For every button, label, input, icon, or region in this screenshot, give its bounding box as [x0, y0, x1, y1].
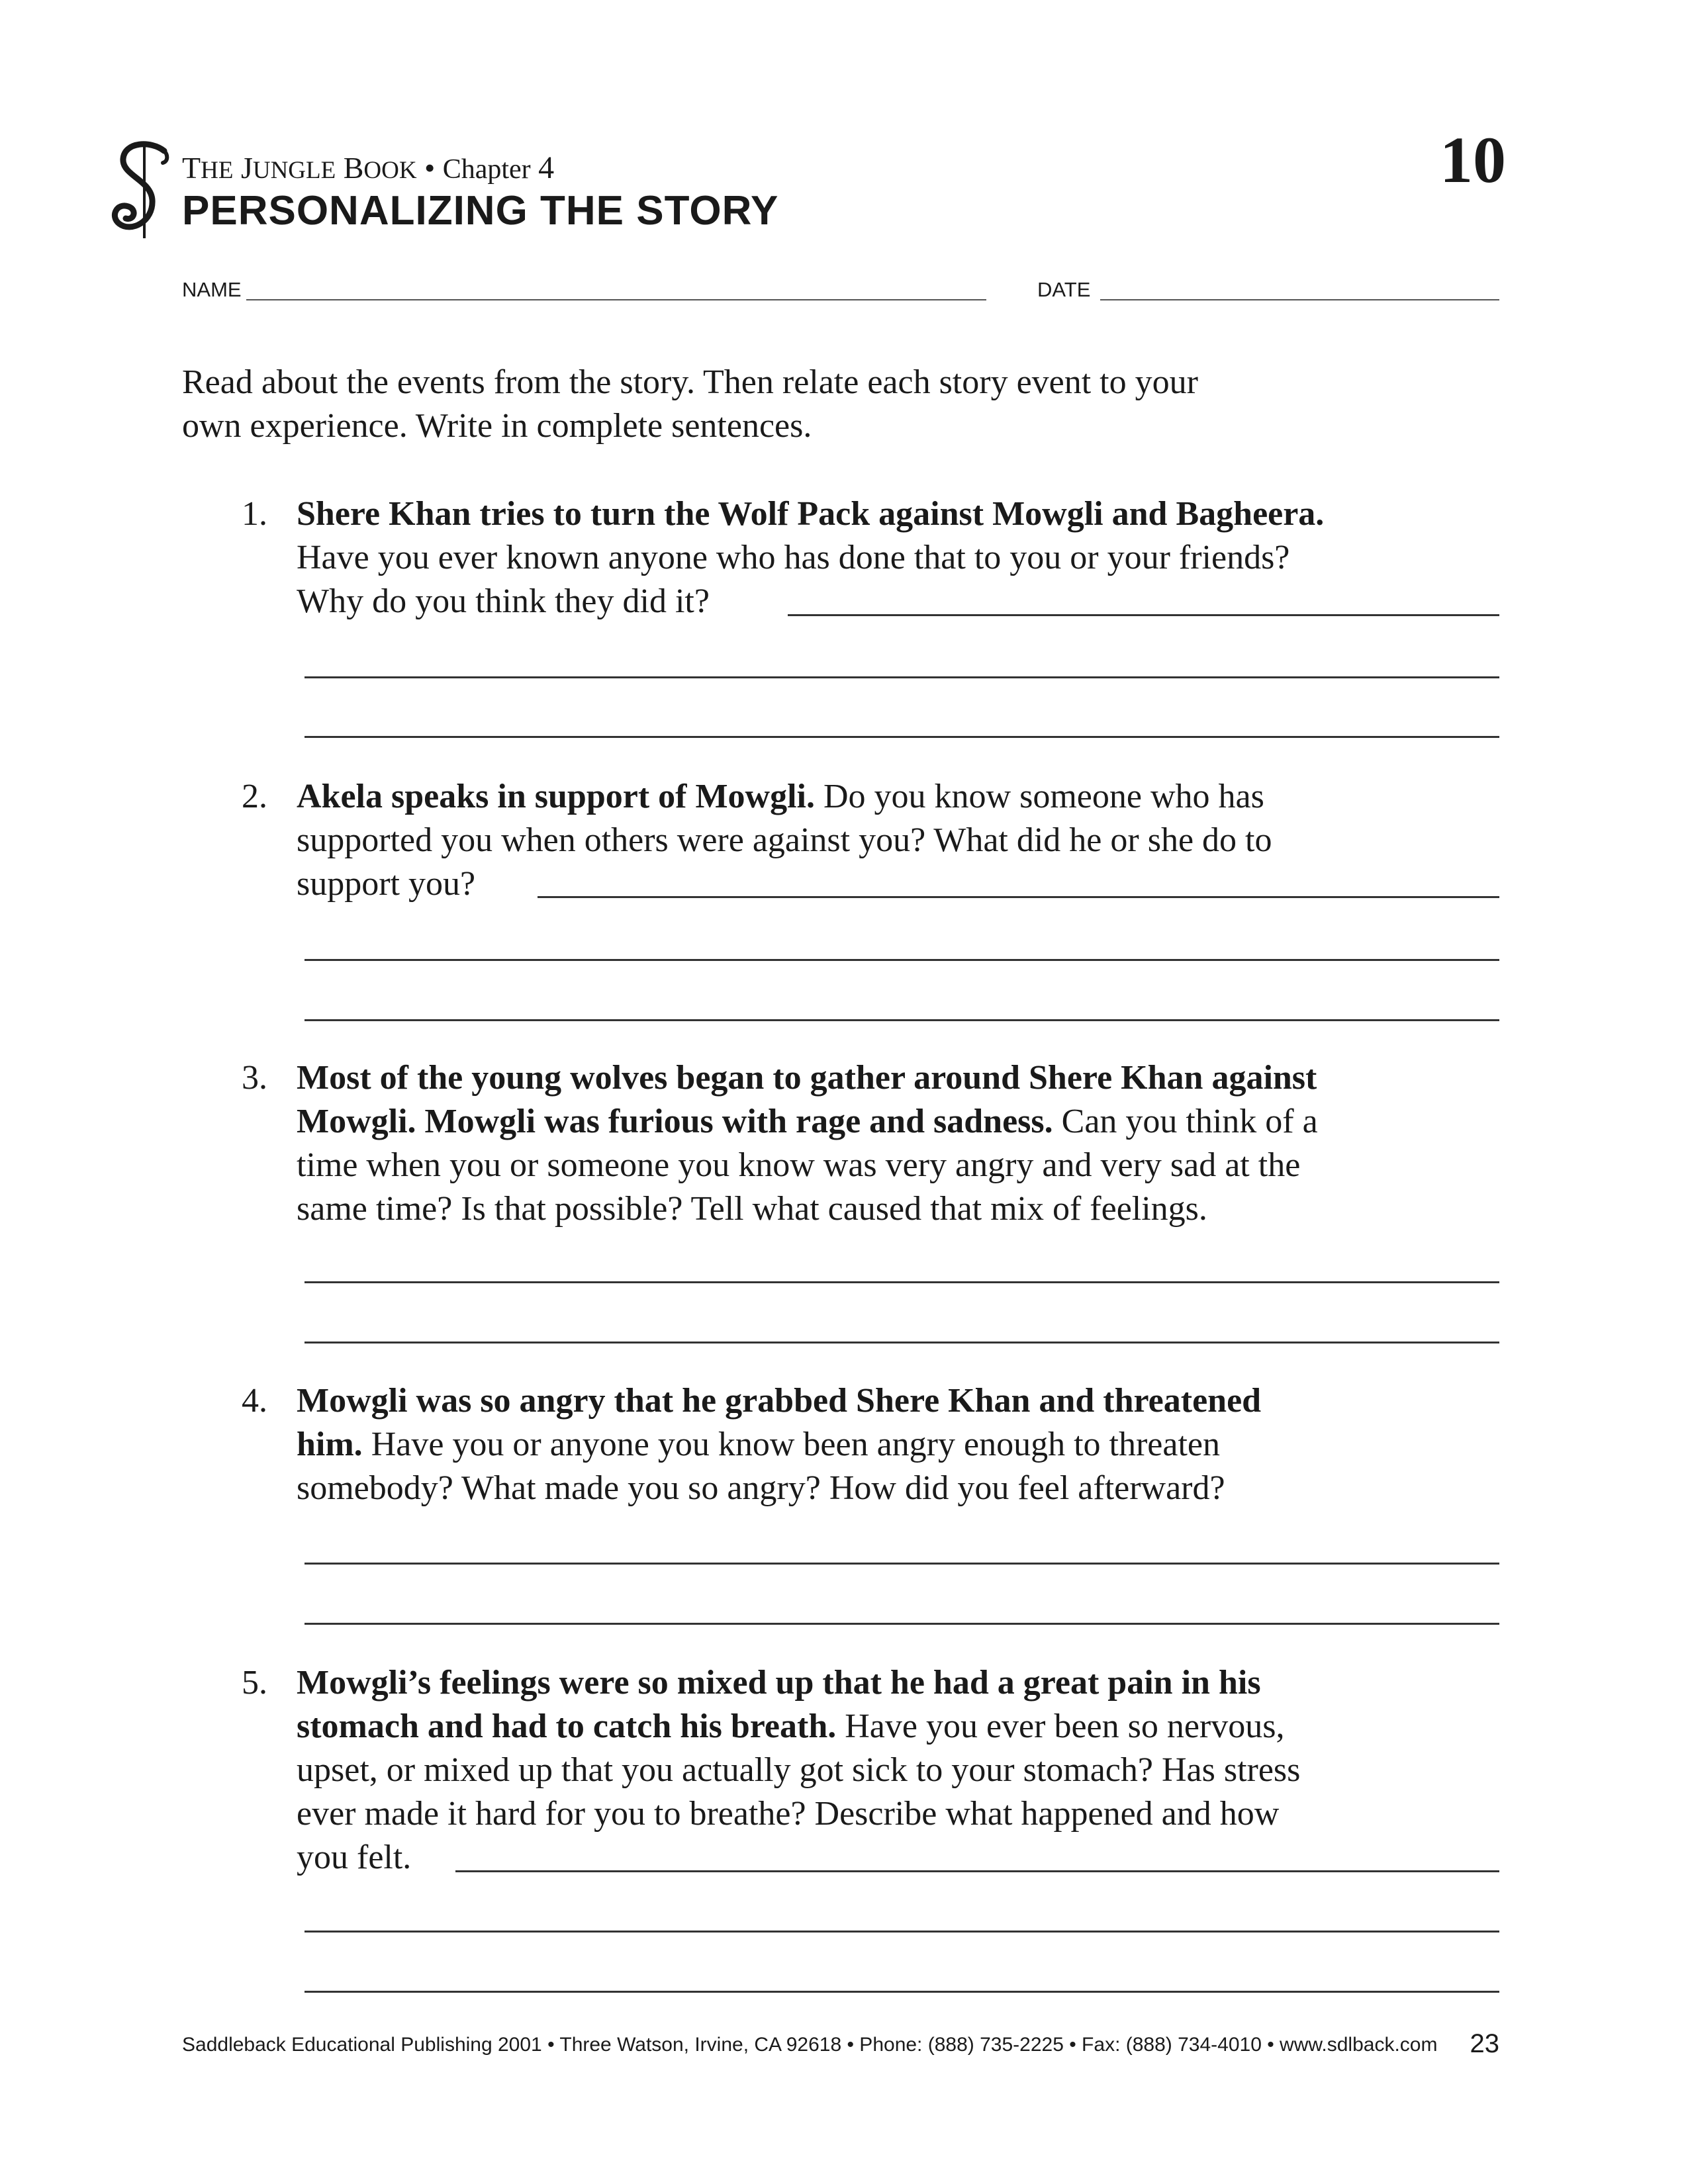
question-4-number: 4.: [242, 1382, 267, 1420]
series-book-cap-2: J: [240, 151, 253, 185]
series-book-cap-1: T: [182, 151, 201, 185]
answer-line[interactable]: [305, 676, 1499, 678]
question-5-number: 5.: [242, 1664, 267, 1702]
question-2-line-1-rest: Do you know someone who has: [823, 778, 1264, 815]
answer-line[interactable]: [455, 1870, 1499, 1872]
instructions-line-1: Read about the events from the story. Then relate each story event to your: [182, 363, 1198, 401]
question-4-line-3: somebody? What made you so angry? How did you feel afterward?: [297, 1469, 1225, 1507]
series-book-low-1: HE: [201, 157, 234, 184]
question-5-line-2-rest: Have you ever been so nervous,: [845, 1707, 1285, 1745]
series-book-cap-3: B: [343, 151, 364, 185]
question-3-line-2-rest: Can you think of a: [1061, 1103, 1318, 1140]
question-3-line-2: [297, 1100, 1318, 1144]
series-book-low-3: OOK: [363, 157, 417, 184]
question-3-line-3: time when you or someone you know was very angry and very sad at the: [297, 1146, 1301, 1184]
question-5-line-4: ever made it hard for you to breathe? Describe what happened and how: [297, 1795, 1280, 1833]
answer-line[interactable]: [538, 896, 1499, 898]
page-title: PERSONALIZING THE STORY: [182, 188, 779, 234]
answer-line[interactable]: [305, 1281, 1499, 1283]
answer-line[interactable]: [305, 736, 1499, 738]
question-2-line-3: support you?: [297, 865, 476, 903]
page-number: 23: [1470, 2029, 1499, 2058]
date-label: DATE: [1037, 278, 1091, 301]
answer-line[interactable]: [305, 1342, 1499, 1343]
question-4-bold-1: Mowgli was so angry that he grabbed Shere Khan and threatened: [297, 1382, 1262, 1420]
answer-line[interactable]: [305, 1563, 1499, 1565]
question-4-line-2: [297, 1423, 1220, 1467]
answer-line[interactable]: [305, 1931, 1499, 1933]
question-2-number: 2.: [242, 778, 267, 815]
answer-line[interactable]: [305, 1019, 1499, 1021]
question-5-bold-2: stomach and had to catch his breath.: [297, 1707, 837, 1745]
series-book-low-2: UNGLE: [252, 157, 336, 184]
series-separator: •: [424, 151, 436, 185]
answer-line[interactable]: [788, 614, 1499, 616]
name-field[interactable]: [246, 299, 986, 300]
question-3-line-4: same time? Is that possible? Tell what caused that mix of feelings.: [297, 1190, 1207, 1228]
answer-line[interactable]: [305, 1991, 1499, 1993]
question-3-bold-1: Most of the young wolves began to gather around Shere Khan against: [297, 1059, 1317, 1097]
chapter-label: Chapter: [442, 154, 531, 185]
series-line: [182, 152, 554, 184]
question-5-bold-1: Mowgli’s feelings were so mixed up that he had a great pain in his: [297, 1664, 1261, 1702]
worksheet-number: 10: [1440, 123, 1506, 197]
instructions-line-2: own experience. Write in complete sentences.: [182, 407, 812, 445]
question-2-line-2: supported you when others were against you? What did he or she do to: [297, 821, 1272, 859]
answer-line[interactable]: [305, 959, 1499, 961]
question-1-number: 1.: [242, 495, 267, 533]
question-5-line-2: [297, 1705, 1284, 1749]
saddleback-logo-icon: [105, 139, 177, 245]
question-4-line-2-rest: Have you or anyone you know been angry enough to threaten: [371, 1426, 1220, 1463]
question-1-line-2: Have you ever known anyone who has done that to you or your friends?: [297, 539, 1290, 576]
question-5-line-5: you felt.: [297, 1839, 412, 1876]
question-2-bold: Akela speaks in support of Mowgli.: [297, 778, 815, 815]
publisher-footer: Saddleback Educational Publishing 2001 • Three Watson, Irvine, CA 92618 • Phone: (888) 735-2225 • Fax: (888) 734-4010 • www.sdlback.com: [182, 2034, 1438, 2056]
question-1-line-3: Why do you think they did it?: [297, 582, 710, 620]
question-2-line-1: [297, 775, 1264, 819]
question-1-bold: Shere Khan tries to turn the Wolf Pack against Mowgli and Bagheera.: [297, 495, 1325, 533]
question-3-bold-2: Mowgli. Mowgli was furious with rage and sadness.: [297, 1103, 1053, 1140]
answer-line[interactable]: [305, 1623, 1499, 1625]
question-5-line-3: upset, or mixed up that you actually got sick to your stomach? Has stress: [297, 1751, 1301, 1789]
chapter-number: 4: [538, 150, 555, 185]
instructions: [182, 361, 1407, 448]
date-field[interactable]: [1100, 299, 1499, 300]
name-label: NAME: [182, 278, 242, 301]
question-3-number: 3.: [242, 1059, 267, 1097]
question-4-bold-2: him.: [297, 1426, 363, 1463]
